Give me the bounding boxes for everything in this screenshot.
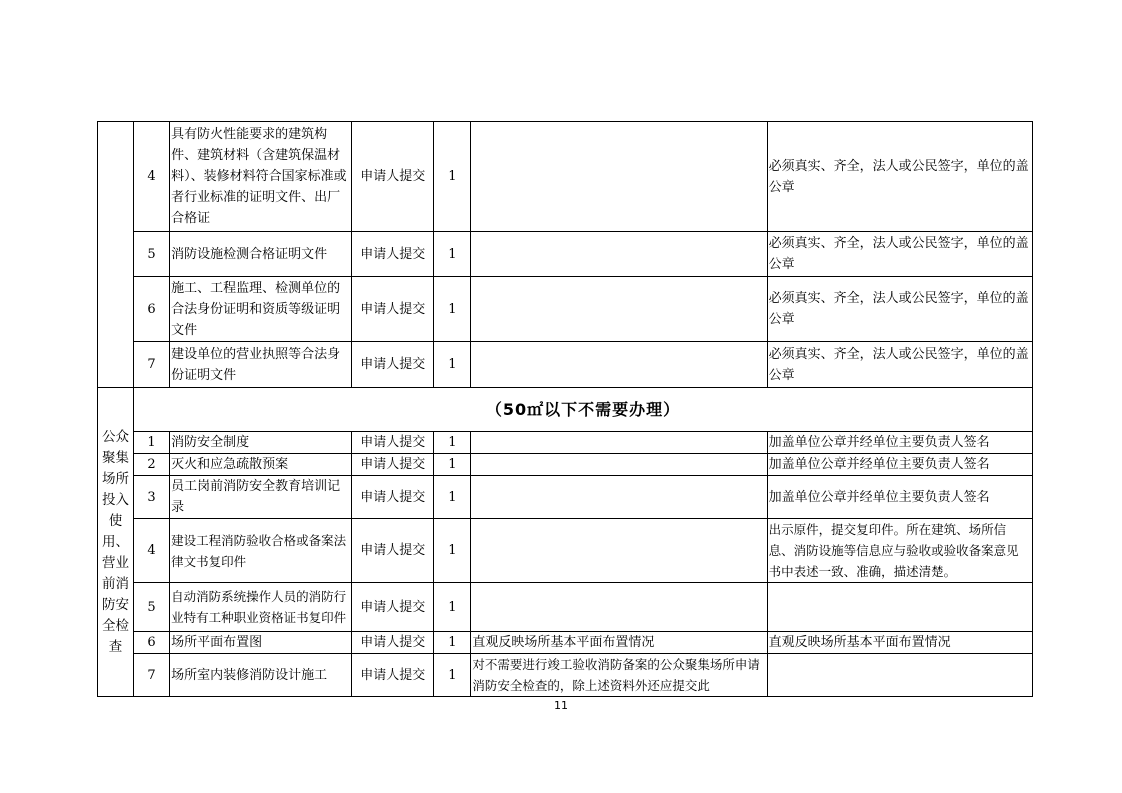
item-name: 消防安全制度 — [170, 432, 352, 454]
table-row — [98, 476, 1033, 519]
item-quantity: 1 — [434, 454, 471, 476]
table-row — [98, 232, 1033, 277]
item-source: 申请人提交 — [352, 654, 434, 697]
item-requirement: 必须真实、齐全，法人或公民签字，单位的盖公章 — [767, 232, 1032, 277]
item-number: 7 — [134, 342, 170, 388]
item-name: 建设工程消防验收合格或备案法律文书复印件 — [170, 519, 352, 583]
item-name: 建设单位的营业执照等合法身份证明文件 — [170, 342, 352, 388]
category-label: 公众聚集场所投入使用、营业前消防安全检查 — [98, 388, 134, 697]
item-requirement: 必须真实、齐全，法人或公民签字，单位的盖公章 — [767, 277, 1032, 342]
table-row — [98, 454, 1033, 476]
item-name: 自动消防系统操作人员的消防行业特有工种职业资格证书复印件 — [170, 583, 352, 632]
item-remark — [471, 454, 767, 476]
item-name: 消防设施检测合格证明文件 — [170, 232, 352, 277]
item-requirement — [767, 654, 1032, 697]
item-number: 6 — [134, 277, 170, 342]
item-source: 申请人提交 — [352, 519, 434, 583]
item-quantity: 1 — [434, 232, 471, 277]
item-quantity: 1 — [434, 277, 471, 342]
item-remark — [471, 476, 767, 519]
item-requirement — [767, 583, 1032, 632]
item-number: 3 — [134, 476, 170, 519]
item-requirement: 必须真实、齐全，法人或公民签字，单位的盖公章 — [767, 122, 1032, 232]
table-row — [98, 632, 1033, 654]
item-name: 具有防火性能要求的建筑构件、建筑材料（含建筑保温材料）、装修材料符合国家标准或者行业标准的证明文件、出厂合格证 — [170, 122, 352, 232]
item-number: 4 — [134, 122, 170, 232]
item-name: 场所平面布置图 — [170, 632, 352, 654]
category-cell-continued — [98, 122, 134, 388]
item-requirement: 加盖单位公章并经单位主要负责人签名 — [767, 432, 1032, 454]
table-row — [98, 277, 1033, 342]
item-source: 申请人提交 — [352, 583, 434, 632]
item-remark — [471, 122, 767, 232]
item-quantity: 1 — [434, 632, 471, 654]
item-number: 5 — [134, 232, 170, 277]
item-quantity: 1 — [434, 122, 471, 232]
item-quantity: 1 — [434, 519, 471, 583]
item-name: 员工岗前消防安全教育培训记录 — [170, 476, 352, 519]
item-quantity: 1 — [434, 583, 471, 632]
item-requirement: 必须真实、齐全，法人或公民签字，单位的盖公章 — [767, 342, 1032, 388]
table-row — [98, 122, 1033, 232]
item-remark — [471, 432, 767, 454]
item-quantity: 1 — [434, 476, 471, 519]
item-number: 2 — [134, 454, 170, 476]
item-quantity: 1 — [434, 342, 471, 388]
table-row — [98, 654, 1033, 697]
item-source: 申请人提交 — [352, 342, 434, 388]
item-name: 场所室内装修消防设计施工 — [170, 654, 352, 697]
item-quantity: 1 — [434, 432, 471, 454]
item-number: 4 — [134, 519, 170, 583]
item-source: 申请人提交 — [352, 476, 434, 519]
item-source: 申请人提交 — [352, 454, 434, 476]
item-remark: 直观反映场所基本平面布置情况 — [471, 632, 767, 654]
notice-text: （50㎡以下不需要办理） — [134, 388, 1033, 432]
table-row — [98, 342, 1033, 388]
item-quantity: 1 — [434, 654, 471, 697]
item-remark — [471, 583, 767, 632]
item-source: 申请人提交 — [352, 232, 434, 277]
item-remark — [471, 519, 767, 583]
item-remark: 对不需要进行竣工验收消防备案的公众聚集场所申请消防安全检查的，除上述资料外还应提交此 — [471, 654, 767, 697]
materials-table — [97, 121, 1033, 697]
item-requirement: 加盖单位公章并经单位主要负责人签名 — [767, 454, 1032, 476]
item-number: 5 — [134, 583, 170, 632]
page-number: 11 — [554, 699, 568, 712]
item-requirement: 出示原件，提交复印件。所在建筑、场所信息、消防设施等信息应与验收或验收备案意见书中表述一致、准确，描述清楚。 — [767, 519, 1032, 583]
item-number: 7 — [134, 654, 170, 697]
item-source: 申请人提交 — [352, 122, 434, 232]
item-requirement: 加盖单位公章并经单位主要负责人签名 — [767, 476, 1032, 519]
notice-row — [98, 388, 1033, 432]
item-source: 申请人提交 — [352, 632, 434, 654]
item-remark — [471, 232, 767, 277]
item-number: 6 — [134, 632, 170, 654]
table-row — [98, 432, 1033, 454]
item-remark — [471, 342, 767, 388]
item-number: 1 — [134, 432, 170, 454]
item-source: 申请人提交 — [352, 277, 434, 342]
item-requirement: 直观反映场所基本平面布置情况 — [767, 632, 1032, 654]
item-name: 施工、工程监理、检测单位的合法身份证明和资质等级证明文件 — [170, 277, 352, 342]
table-row — [98, 583, 1033, 632]
item-name: 灭火和应急疏散预案 — [170, 454, 352, 476]
table-row — [98, 519, 1033, 583]
item-source: 申请人提交 — [352, 432, 434, 454]
item-remark — [471, 277, 767, 342]
